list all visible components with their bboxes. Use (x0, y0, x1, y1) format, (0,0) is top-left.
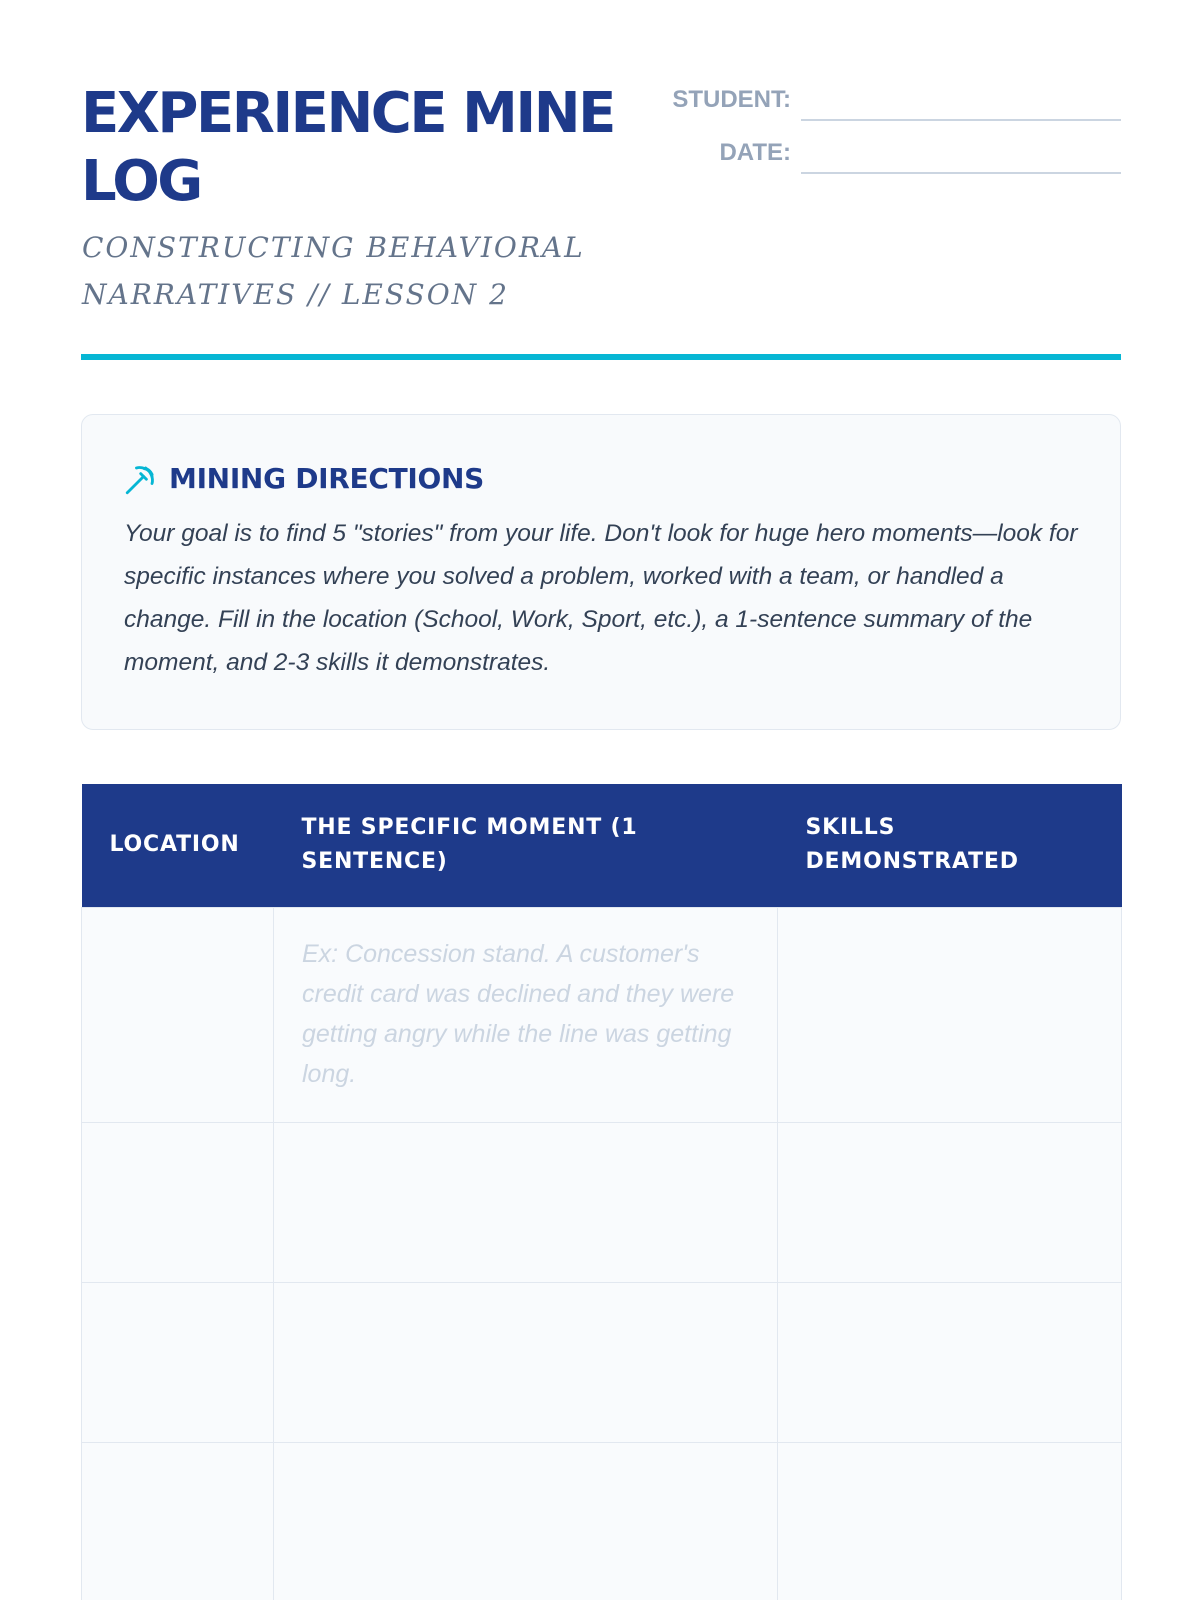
mining-directions-box (81, 414, 1121, 730)
location-cell[interactable] (82, 1122, 274, 1282)
moment-cell[interactable] (274, 907, 778, 1122)
table-row (82, 907, 1122, 1122)
student-name-line[interactable] (801, 119, 1121, 121)
location-cell[interactable] (82, 907, 274, 1122)
skills-cell[interactable] (778, 1122, 1122, 1282)
location-cell[interactable] (82, 1442, 274, 1600)
page-subtitle: CONSTRUCTING BEHAVIORAL NARRATIVES // LESSON 2 (82, 231, 585, 311)
directions-title: MINING DIRECTIONS (169, 462, 485, 495)
page-title: EXPERIENCE MINE LOG (81, 81, 614, 214)
pickaxe-icon (123, 463, 157, 497)
table-row (82, 1282, 1122, 1442)
moment-cell[interactable] (274, 1122, 778, 1282)
student-label: STUDENT: (672, 86, 791, 113)
moment-cell[interactable] (274, 1282, 778, 1442)
column-header-location: LOCATION (82, 784, 274, 907)
table-row (82, 1122, 1122, 1282)
directions-text: Your goal is to find 5 "stories" from your life. Don't look for huge hero moments—look for specific instances where you solved a problem, worked with a team, or handled a change. Fill in the location (School, Work, Sport, etc.), a 1-sentence summary of the moment, and 2-3 skills it demonstrates. (124, 520, 1078, 676)
experience-log-table (81, 784, 1122, 1600)
skills-cell[interactable] (778, 1282, 1122, 1442)
date-label: DATE: (719, 139, 791, 166)
column-header-moment: THE SPECIFIC MOMENT (1 SENTENCE) (274, 784, 778, 907)
skills-cell[interactable] (778, 1442, 1122, 1600)
column-header-skills: SKILLS DEMONSTRATED (778, 784, 1122, 907)
location-cell[interactable] (82, 1282, 274, 1442)
header-divider (81, 354, 1121, 360)
moment-cell[interactable] (274, 1442, 778, 1600)
table-header-row (82, 784, 1122, 907)
skills-cell[interactable] (778, 907, 1122, 1122)
example-moment-text: Ex: Concession stand. A customer's credit card was declined and they were getting angry while the line was getting long. (302, 939, 735, 1088)
worksheet-header (81, 80, 1121, 360)
date-line[interactable] (801, 172, 1121, 174)
table-row (82, 1442, 1122, 1600)
